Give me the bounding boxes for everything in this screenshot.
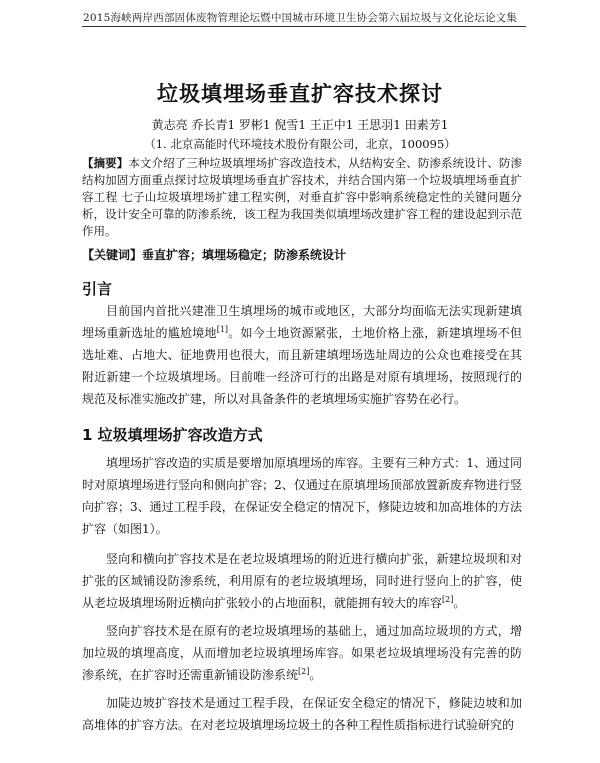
section1-paragraph-3 <box>82 620 522 686</box>
abstract <box>82 155 522 240</box>
section1-paragraph-2 <box>82 548 522 614</box>
citation-ref: [2] <box>442 595 454 604</box>
section1-p3-text: 竖向扩容技术是在原有的老垃圾填埋场的基础上，通过加高垃圾坝的方式，增加垃圾的填埋高度，从而增加老垃圾填埋场库容。如果老垃圾填埋场没有完善的防渗系统，在扩容时还需重新铺设防渗系统 <box>82 624 522 682</box>
keywords-label: 【关键词】 <box>82 248 143 262</box>
section1-p3-end: 。 <box>309 668 322 682</box>
intro-text: 目前国内首批兴建准卫生填埋场的城市或地区，大部分均面临无法实现新建填埋场重新选址的尴尬境地 <box>82 304 522 340</box>
author-list: 黄志亮 乔长青1 罗彬1 倪雪1 王正中1 王思羽1 田素芳1 <box>151 118 449 132</box>
intro-paragraph <box>82 300 522 410</box>
section-heading-1: 1 垃圾填埋场扩容改造方式 <box>82 426 263 444</box>
header-rule <box>82 26 526 27</box>
abstract-text: 本文介绍了三种垃圾填埋场扩容改造技术，从结构安全、防渗系统设计、防渗结构加固方面重点探讨垃圾填埋场垂直扩容技术，并结合国内第一个垃圾填埋场垂直扩容工程 七子山垃圾填埋场扩建工程实例，对垂直扩容中影响系统稳定性的关键问题分析，设计安全可靠的防渗系统，该工程为我国类似填埋场改建扩容工程的建设起到示范作用。 <box>82 156 522 238</box>
section1-paragraph-1: 填埋场扩容改造的实质是要增加原填埋场的库容。主要有三种方式：1、通过同时对原填埋场进行竖向和侧向扩容；2、仅通过在原填埋场顶部放置新废弃物进行竖向扩容；3、通过工程手段，在保证安全稳定的情况下，修陡边坡和加高堆体的方法扩容（如图1）。 <box>82 456 522 536</box>
abstract-label: 【摘要】 <box>82 156 129 170</box>
affiliation: （1. 北京高能时代环境技术股份有限公司，北京，100095） <box>144 137 456 151</box>
keywords-text: 垂直扩容；填埋场稳定；防渗系统设计 <box>142 248 347 262</box>
citation-ref: [1] <box>216 325 229 334</box>
section-heading-intro: 引言 <box>82 280 113 298</box>
section1-p2-end: 。 <box>453 596 466 610</box>
paper-title: 垃圾填埋场垂直扩容技术探讨 <box>157 82 443 106</box>
keywords <box>82 246 522 263</box>
intro-text-rest: 。如今土地资源紧张，土地价格上涨，新建填埋场不但选址难、占地大、征地费用也很大，而且新建填埋场选址周边的公众也难接受在其附近新建一个垃圾填埋场。目前唯一经济可行的出路是对原有填埋场，按照现行的规范及标准实施改扩建，所以对具备条件的老填埋场实施扩容势在必行。 <box>82 326 522 406</box>
running-header: 2015海峡两岸西部固体废物管理论坛暨中国城市环境卫生协会第六届垃圾与文化论坛论文集 <box>82 12 518 24</box>
section1-paragraph-4: 加陡边坡扩容技术是通过工程手段，在保证安全稳定的情况下，修陡边坡和加高堆体的扩容方法。在对老垃圾填埋场垃圾土的各种工程性质指标进行试验研究的 <box>82 696 522 732</box>
section1-p2-text: 竖向和横向扩容技术是在老垃圾填埋场的附近进行横向扩张，新建垃圾坝和对扩张的区域铺设防渗系统，利用原有的老垃圾填埋场，同时进行竖向上的扩容，使从老垃圾填埋场附近横向扩张较小的占地面积，就能拥有较大的库容 <box>82 552 522 610</box>
citation-ref: [2] <box>298 667 310 676</box>
